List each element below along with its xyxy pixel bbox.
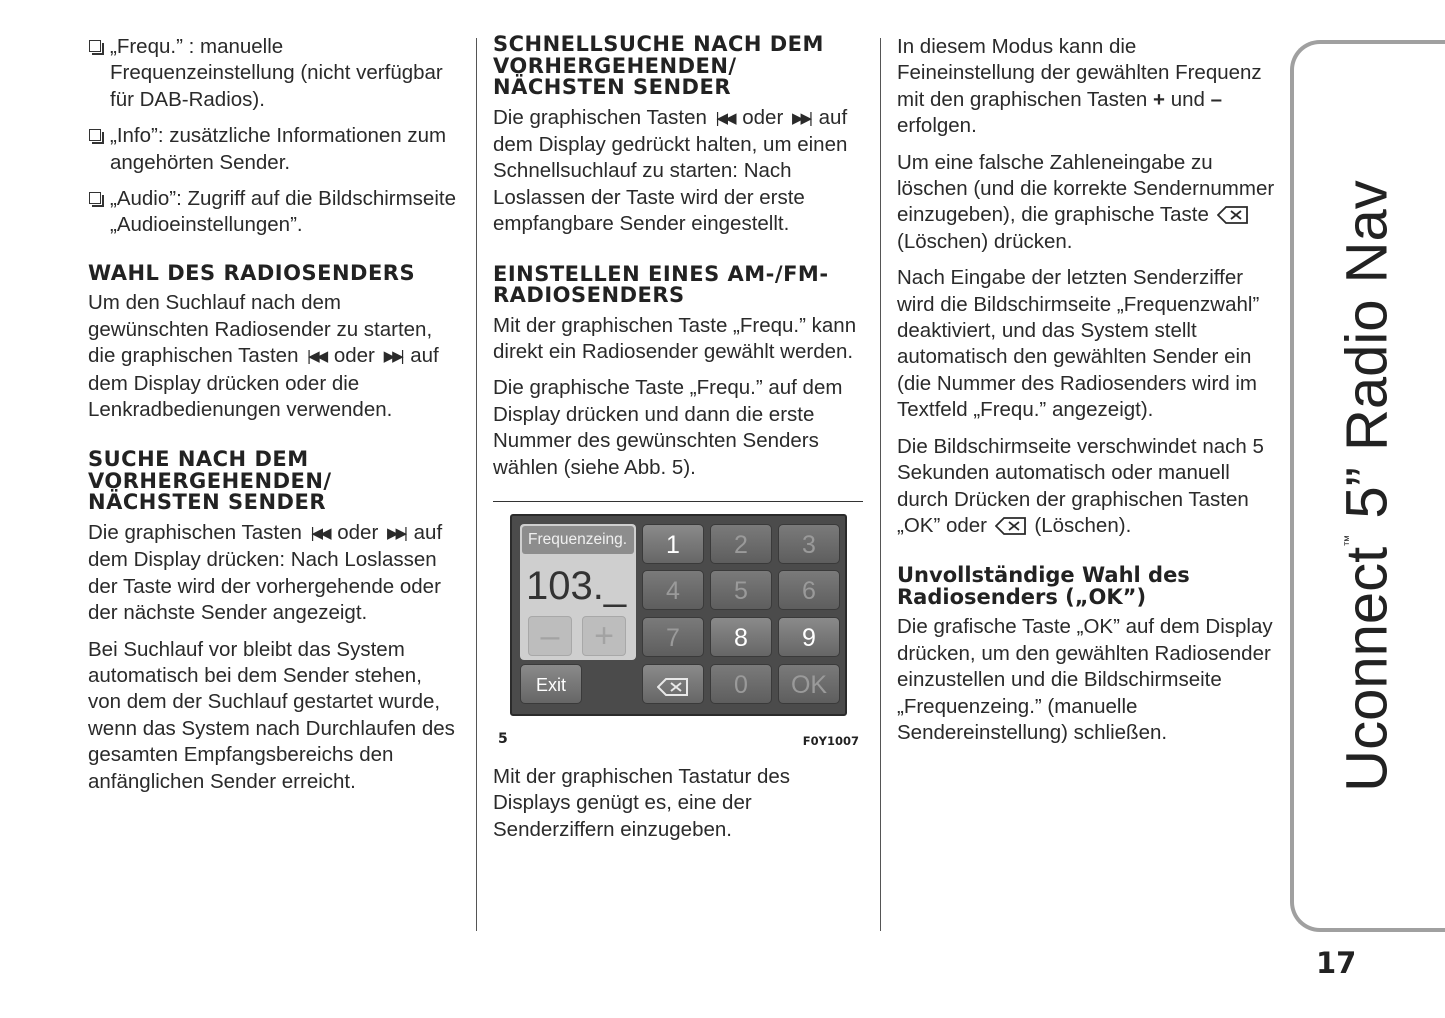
- paragraph: Um eine falsche Zahleneingabe zu löschen (und die korrekte Sendernummer einzugeben), die graphische Taste (Löschen) drücken.: [897, 150, 1275, 253]
- paragraph: Um den Suchlauf nach dem gewünschten Radiosender zu starten, die graphischen Tasten |◀◀ oder ▶▶| auf dem Display drücken oder die Lenkradbedienungen verwenden.: [88, 291, 439, 421]
- section-heading: SUCHE NACH DEM VORHERGEHENDEN/ NÄCHSTEN SENDER: [88, 447, 332, 515]
- delete-button[interactable]: [642, 664, 704, 704]
- frequency-display: [520, 524, 636, 660]
- middle-column: [493, 34, 863, 853]
- list-item: „Info”: zusätzliche Informationen zum angehörten Sender.: [88, 123, 460, 176]
- column-divider-1: [476, 38, 477, 931]
- seek-back-icon: |◀◀: [307, 348, 326, 366]
- column-divider-2: [880, 38, 881, 931]
- seek-forward-icon: ▶▶|: [383, 348, 402, 366]
- backspace-icon: [1217, 205, 1249, 225]
- key-8[interactable]: 8: [710, 617, 772, 657]
- figure-frequency-keypad: [493, 501, 863, 746]
- chapter-title: Uconnect™ 5” Radio Nav: [1334, 180, 1400, 792]
- paragraph: Die graphischen Tasten |◀◀ oder ▶▶| auf dem Display gedrückt halten, um einen Schnellsuchlauf zu starten: Nach Loslassen der Taste wird der erste empfangbare Sender eingestellt.: [493, 105, 848, 236]
- list-item: „Frequ.” : manuelle Frequenzeinstellung (nicht verfügbar für DAB-Radios).: [88, 34, 460, 113]
- list-item: „Audio”: Zugriff auf die Bildschirmseite „Audioeinstellungen”.: [88, 186, 460, 239]
- paragraph: Bei Suchlauf vor bleibt das System automatisch bei dem Sender stehen, von dem der Suchlauf gestartet wurde, wenn das System nach Durchlaufen des gesamten Empfangsbereichs den anfänglichen Sender erreicht.: [88, 637, 455, 793]
- section-heading: SCHNELLSUCHE NACH DEM VORHERGEHENDEN/ NÄCHSTEN SENDER: [493, 32, 824, 99]
- key-7[interactable]: 7: [642, 617, 704, 657]
- ok-button[interactable]: OK: [778, 664, 840, 704]
- display-title: Frequenzeing.: [522, 526, 634, 554]
- key-6[interactable]: 6: [778, 570, 840, 610]
- key-3[interactable]: 3: [778, 524, 840, 564]
- backspace-icon: [657, 678, 689, 696]
- frequency-value: 103._: [526, 563, 627, 608]
- seek-forward-icon: ▶▶|: [386, 524, 405, 542]
- paragraph: Nach Eingabe der letzten Senderziffer wird die Bildschirmseite „Frequenzwahl” deaktiviert, und das System stellt automatisch den gewählten Sender ein (die Nummer des Radiosenders wird im Textfeld „Frequ.” angezeigt).: [897, 266, 1260, 422]
- section-heading: EINSTELLEN EINES AM-/FM-RADIOSENDERS: [493, 261, 829, 308]
- key-0[interactable]: 0: [710, 664, 772, 704]
- section-heading: WAHL DES RADIOSENDERS: [88, 260, 416, 285]
- exit-button[interactable]: Exit: [520, 664, 582, 704]
- section-heading: Unvollständige Wahl des Radiosenders („OK”): [897, 563, 1190, 609]
- key-5[interactable]: 5: [710, 570, 772, 610]
- option-list: [88, 34, 460, 239]
- checkbox-bullet-icon: [89, 192, 101, 204]
- minus-button[interactable]: –: [528, 616, 572, 656]
- left-column: [88, 34, 460, 805]
- checkbox-bullet-icon: [89, 40, 101, 52]
- radio-screen: [510, 514, 847, 716]
- figure-code: F0Y1007: [802, 733, 859, 748]
- key-2[interactable]: 2: [710, 524, 772, 564]
- paragraph: Mit der graphischen Tastatur des Displays genügt es, eine der Senderziffern einzugeben.: [493, 764, 791, 841]
- key-9[interactable]: 9: [778, 617, 840, 657]
- paragraph: Die graphischen Tasten |◀◀ oder ▶▶| auf dem Display drücken: Nach Loslassen der Taste wird der vorhergehende oder der nächste Sender angezeigt.: [88, 520, 443, 625]
- paragraph: Die grafische Taste „OK” auf dem Display drücken, um den gewählten Radiosender einzustellen und die Bildschirmseite „Frequenzeing.” (manuelle Sendereinstellung) schließen.: [897, 615, 1273, 744]
- seek-back-icon: |◀◀: [310, 524, 329, 542]
- plus-button[interactable]: +: [582, 616, 626, 656]
- figure-footer: [493, 726, 863, 746]
- key-4[interactable]: 4: [642, 570, 704, 610]
- paragraph: Die graphische Taste „Frequ.” auf dem Display drücken und dann die erste Nummer des gewünschten Senders wählen (siehe Abb. 5).: [493, 376, 843, 479]
- figure-number: 5: [498, 730, 508, 747]
- backspace-icon: [995, 516, 1027, 536]
- right-column: [897, 34, 1275, 756]
- page-number: 17: [1316, 946, 1357, 980]
- seek-forward-icon: ▶▶|: [791, 109, 810, 127]
- paragraph: Mit der graphischen Taste „Frequ.” kann direkt ein Radiosender gewählt werden.: [493, 313, 857, 363]
- paragraph: In diesem Modus kann die Feineinstellung der gewählten Frequenz mit den graphischen Tasten + und – erfolgen.: [897, 35, 1262, 138]
- seek-back-icon: |◀◀: [715, 109, 734, 127]
- checkbox-bullet-icon: [89, 129, 101, 141]
- key-1[interactable]: 1: [642, 524, 704, 564]
- paragraph: Die Bildschirmseite verschwindet nach 5 Sekunden automatisch oder manuell durch Drücken der graphischen Tasten „OK” oder (Löschen).: [897, 434, 1264, 537]
